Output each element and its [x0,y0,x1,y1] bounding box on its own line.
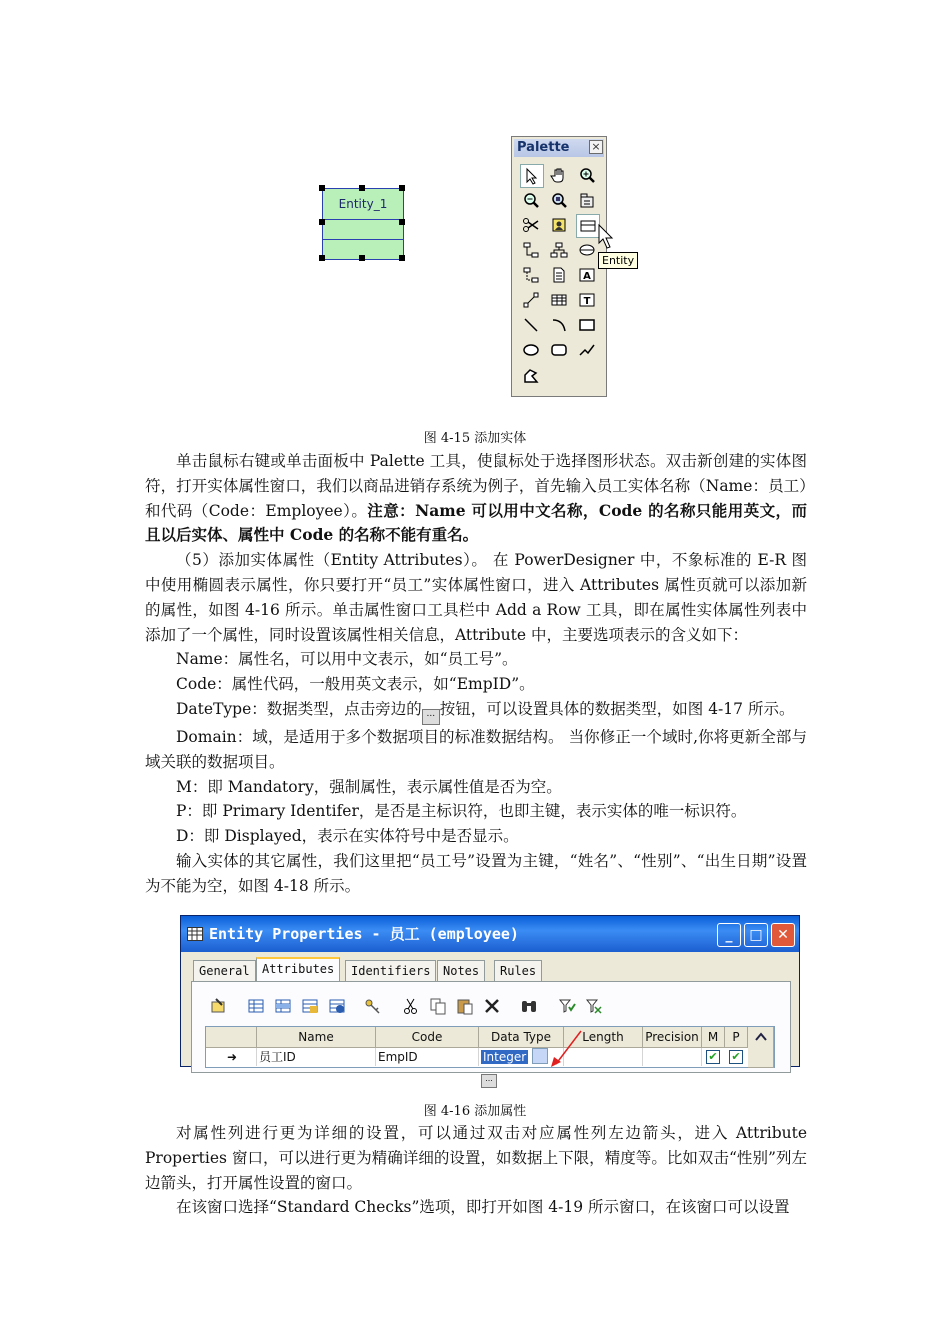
ellipsis-button-icon: ... [422,709,440,725]
paste-icon[interactable] [455,996,475,1016]
paragraph-text: 按钮，可以设置具体的数据类型，如图 4-17 所示。 [439,699,795,718]
body-text [145,449,807,899]
column-header-primary[interactable]: P [725,1027,748,1048]
paragraph: Code：属性代码，一般用英文表示，如“EmpID”。 [176,675,535,694]
palette-title: Palette [514,139,604,157]
red-arrow-annotation [541,1029,591,1069]
cell-precision[interactable] [643,1048,702,1066]
reuse-attributes-icon[interactable] [327,996,347,1016]
tab-rules[interactable]: Rules [494,960,542,981]
zoom-out-icon[interactable] [520,189,542,211]
column-header-length[interactable]: Length [564,1027,643,1048]
close-button[interactable]: ✕ [771,923,795,947]
mouse-cursor-icon [598,224,614,250]
figure-caption: 图 4-15 添加实体 [423,431,527,446]
add-attributes-icon[interactable] [300,996,320,1016]
data-type-value[interactable]: Integer [483,1050,527,1064]
close-icon[interactable]: × [589,140,603,154]
mandatory-checkbox[interactable]: ✔ [706,1050,720,1064]
row-arrow[interactable]: ➜ [206,1048,257,1066]
selection-handle[interactable] [359,255,365,261]
polyline-icon[interactable] [576,339,598,361]
polygon-icon[interactable] [520,365,542,387]
primary-checkbox[interactable]: ✔ [729,1050,743,1064]
selection-handle[interactable] [399,255,405,261]
paragraph: （5）添加实体属性（Entity Attributes）。 在 PowerDesigner 中，不象标准的 E-R 图中使用椭圆表示属性，你只要打开“员工”实体属性窗口，进入 Attributes 属性页就可以添加新的属性，如图 4-16 所示。单击属性窗口工具栏中 Add a Row 工具，即在属性实体属性列表中添加了一个属性，同时设置该属性相关信息，Attribute 中，主要选项表示的含义如下： [145,551,807,644]
paragraph: D：即 Displayed，表示在实体符号中是否显示。 [176,827,519,846]
ellipsis-button[interactable]: ... [481,1074,497,1088]
tab-notes[interactable]: Notes [437,960,485,981]
tab-identifiers[interactable]: Identifiers [345,960,436,981]
cell-name[interactable]: 员工ID [257,1048,376,1066]
paragraph-text: DateType：数据类型，点击旁边的 [176,699,422,718]
clear-filter-icon[interactable] [584,996,604,1016]
column-header-precision[interactable]: Precision [643,1027,702,1048]
palette-window [511,136,607,397]
window-title: Entity Properties - 员工 (employee) [209,925,519,943]
table-icon[interactable] [548,289,570,311]
paragraph: 在该窗口选择“Standard Checks”选项，即打开如图 4-19 所示窗口，在该窗口可以设置 [176,1198,790,1217]
column-header-code[interactable]: Code [376,1027,479,1048]
scissors-icon[interactable] [520,214,542,236]
note-text: 注意：Name 可以用中文名称，Code 的名称只能用英文，而且以后实体、属性中 Code 的名称不能有重名。 [145,500,807,545]
selection-handle[interactable] [319,185,325,191]
rounded-rectangle-icon[interactable] [548,339,570,361]
insert-row-icon[interactable] [273,996,293,1016]
body-text [145,1121,807,1220]
figure-caption: 图 4-16 添加属性 [423,1104,527,1119]
filter-icon[interactable] [557,996,577,1016]
selection-handle[interactable] [399,185,405,191]
hand-icon[interactable] [548,164,570,186]
key-icon[interactable] [363,996,383,1016]
window-titlebar [181,916,799,952]
selection-handle[interactable] [359,185,365,191]
ellipse-icon[interactable] [520,339,542,361]
paragraph-text: 单击鼠标右键或单击面板中 Palette 工具，使鼠标处于选择图形状态。双击新创建的实体图符，打开实体属性窗口，我们以商品进销存系统为例子，首先输入员工实体名称（Name：员工）和代码（Code：Employee）。 [145,452,807,520]
scroll-up-icon[interactable] [754,1031,768,1043]
paragraph: 输入实体的其它属性，我们这里把“员工号”设置为主键，“姓名”、“性别”、“出生日期”设置为不能为空，如图 4-18 所示。 [145,851,807,895]
zoom-fit-icon[interactable] [548,189,570,211]
inheritance-link-icon[interactable] [520,264,542,286]
paragraph [145,449,807,548]
paragraph: M：即 Mandatory，强制属性，表示属性值是否为空。 [176,777,562,796]
row-header-column [206,1027,257,1048]
column-header-name[interactable]: Name [257,1027,376,1048]
line-icon[interactable] [520,314,542,336]
package-icon[interactable] [576,189,598,211]
association-icon[interactable] [548,239,570,261]
minimize-button[interactable]: _ [717,923,741,947]
entity-name: Entity_1 [323,189,403,220]
add-row-icon[interactable] [246,996,266,1016]
inheritance-icon[interactable] [520,239,542,261]
properties-icon[interactable] [548,214,570,236]
column-header-data-type[interactable]: Data Type [479,1027,564,1048]
pointer-icon[interactable] [520,164,544,188]
selection-handle[interactable] [319,219,325,225]
entity-icon[interactable] [576,214,600,238]
title-icon[interactable] [576,264,598,286]
paragraph [145,697,807,725]
delete-icon[interactable] [482,996,502,1016]
file-icon[interactable] [548,264,570,286]
text-icon[interactable] [576,289,598,311]
entity-symbol[interactable] [322,188,404,260]
paragraph: 对属性列进行更为详细的设置，可以通过双击对应属性列左边箭头，进入 Attribute Properties 窗口，可以进行更为精确详细的设置，如数据上下限，精度等。比如双击“性别”列左边箭头，打开属性设置的窗口。 [145,1124,807,1192]
tab-general[interactable]: General [193,960,256,981]
svg-text:T: T [583,296,591,307]
selection-handle[interactable] [399,219,405,225]
scrollbar[interactable] [748,1027,774,1068]
paragraph: Name：属性名，可以用中文表示，如“员工号”。 [176,650,518,669]
paragraph: Domain：域，是适用于多个数据项目的标准数据结构。 当你修正一个域时,你将更新全部与域关联的数据项目。 [145,727,807,771]
maximize-button[interactable]: □ [744,923,768,947]
properties-icon[interactable] [209,996,229,1016]
relationship-icon[interactable] [520,289,542,311]
entity-attribute-row [323,220,403,240]
association-link-icon[interactable] [576,239,598,261]
selection-handle[interactable] [319,255,325,261]
find-icon[interactable] [519,996,539,1016]
paragraph: P：即 Primary Identifer，是否是主标识符，也即主键，表示实体的唯一标识符。 [176,802,747,821]
arc-icon[interactable] [548,314,570,336]
column-header-mandatory[interactable]: M [702,1027,725,1048]
table-icon [187,927,203,941]
cut-icon[interactable] [401,996,421,1016]
svg-text:A: A [583,271,591,282]
entity-properties-window [180,915,800,1083]
zoom-in-icon[interactable] [576,164,598,186]
cell-code[interactable]: EmpID [376,1048,479,1066]
attributes-grid [205,1026,775,1083]
tab-attributes[interactable]: Attributes [256,957,340,983]
entity-tooltip: Entity [598,252,638,269]
rectangle-icon[interactable] [576,314,598,336]
copy-icon[interactable] [428,996,448,1016]
